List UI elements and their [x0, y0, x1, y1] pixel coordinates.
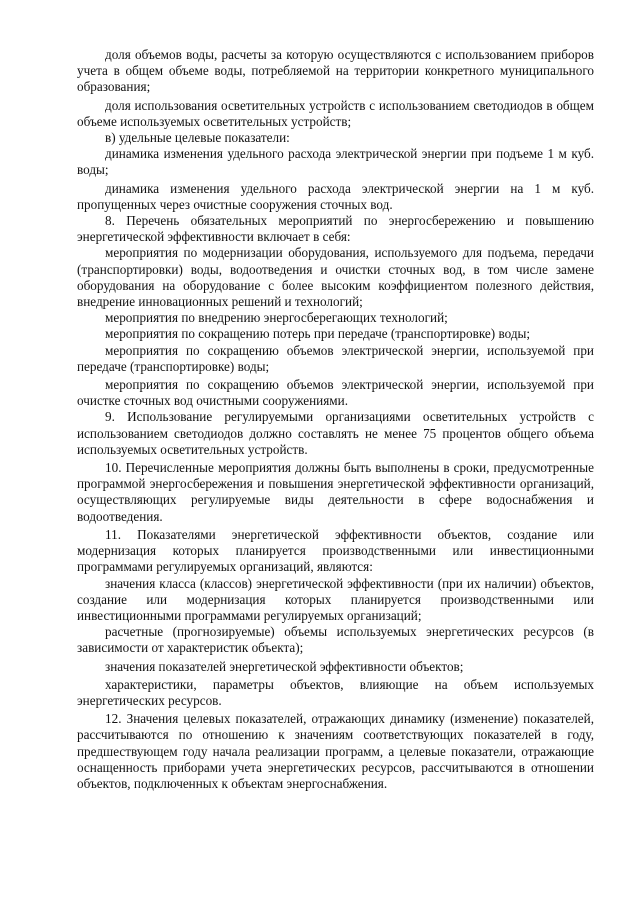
paragraph-led-lighting-share: доля использования осветительных устройств с использованием светодиодов в общем объеме используемых осветительных устройств;	[77, 97, 594, 129]
paragraph-water-metering-share: доля объемов воды, расчеты за которую осуществляются с использованием приборов учета в общем объеме воды, потребляемой на территории конкретного муниципального образования;	[77, 47, 594, 95]
paragraph-section-12: 12. Значения целевых показателей, отражающих динамику (изменение) показателей, рассчитываются по отношению к значениям соответствующих показателей в году, предшествующем году начала реализации программ, а целевые показатели, отражающие оснащенность приборами учета энергетических ресурсов, рассчитываются в отношении объектов, подключенных к объектам энергоснабжения.	[77, 711, 594, 791]
paragraph-energy-saving-tech: мероприятия по внедрению энергосберегающих технологий;	[105, 310, 448, 326]
paragraph-equipment-modernization: мероприятия по модернизации оборудования, используемого для подъема, передачи (транспортировки) воды, водоотведения и очистки сточных вод, в том числе замене оборудования на оборудование с более высоким коэффициентом полезного действия, внедрение инновационных решений и технологий;	[77, 245, 594, 310]
paragraph-specific-indicators-heading: в) удельные целевые показатели:	[105, 130, 290, 146]
paragraph-energy-per-lift: динамика изменения удельного расхода электрической энергии при подъеме 1 м куб. воды;	[77, 146, 594, 178]
paragraph-section-11: 11. Показателями энергетической эффективности объектов, создание или модернизация которых планируется производственными или инвестиционными программами регулируемых организаций, являются:	[77, 526, 594, 575]
paragraph-efficiency-class: значения класса (классов) энергетической эффективности (при их наличии) объектов, создание или модернизация которых планируется производственными или инвестиционными программами регулируемых организаций;	[77, 575, 594, 623]
paragraph-section-10: 10. Перечисленные мероприятия должны быть выполнены в сроки, предусмотренные программой энергосбережения и повышения энергетической эффективности организаций, осуществляющих регулируемые виды деятельности в сфере водоснабжения и водоотведения.	[77, 460, 594, 524]
paragraph-section-9: 9. Использование регулируемыми организациями осветительных устройств с использованием светодиодов должно составлять не менее 75 процентов общего объема используемых осветительных устройств.	[77, 409, 594, 457]
paragraph-energy-transfer: мероприятия по сокращению объемов электрической энергии, используемой при передаче (транспортировке) воды;	[77, 342, 594, 374]
paragraph-efficiency-values: значения показателей энергетической эффективности объектов;	[105, 658, 464, 674]
paragraph-section-8: 8. Перечень обязательных мероприятий по энергосбережению и повышению энергетической эффективности включает в себя:	[77, 213, 594, 245]
paragraph-object-characteristics: характеристики, параметры объектов, влияющие на объем используемых энергетических ресурсов.	[77, 676, 594, 708]
document-page	[77, 47, 594, 792]
paragraph-energy-treatment: мероприятия по сокращению объемов электрической энергии, используемой при очистке сточных вод очистными сооружениями.	[77, 377, 594, 409]
paragraph-energy-per-treatment: динамика изменения удельного расхода электрической энергии на 1 м куб. пропущенных через очистные сооружения сточных вод.	[77, 180, 594, 212]
paragraph-estimated-volumes: расчетные (прогнозируемые) объемы используемых энергетических ресурсов (в зависимости от характеристик объекта);	[77, 624, 594, 656]
paragraph-transfer-losses: мероприятия по сокращению потерь при передаче (транспортировке) воды;	[105, 326, 531, 342]
